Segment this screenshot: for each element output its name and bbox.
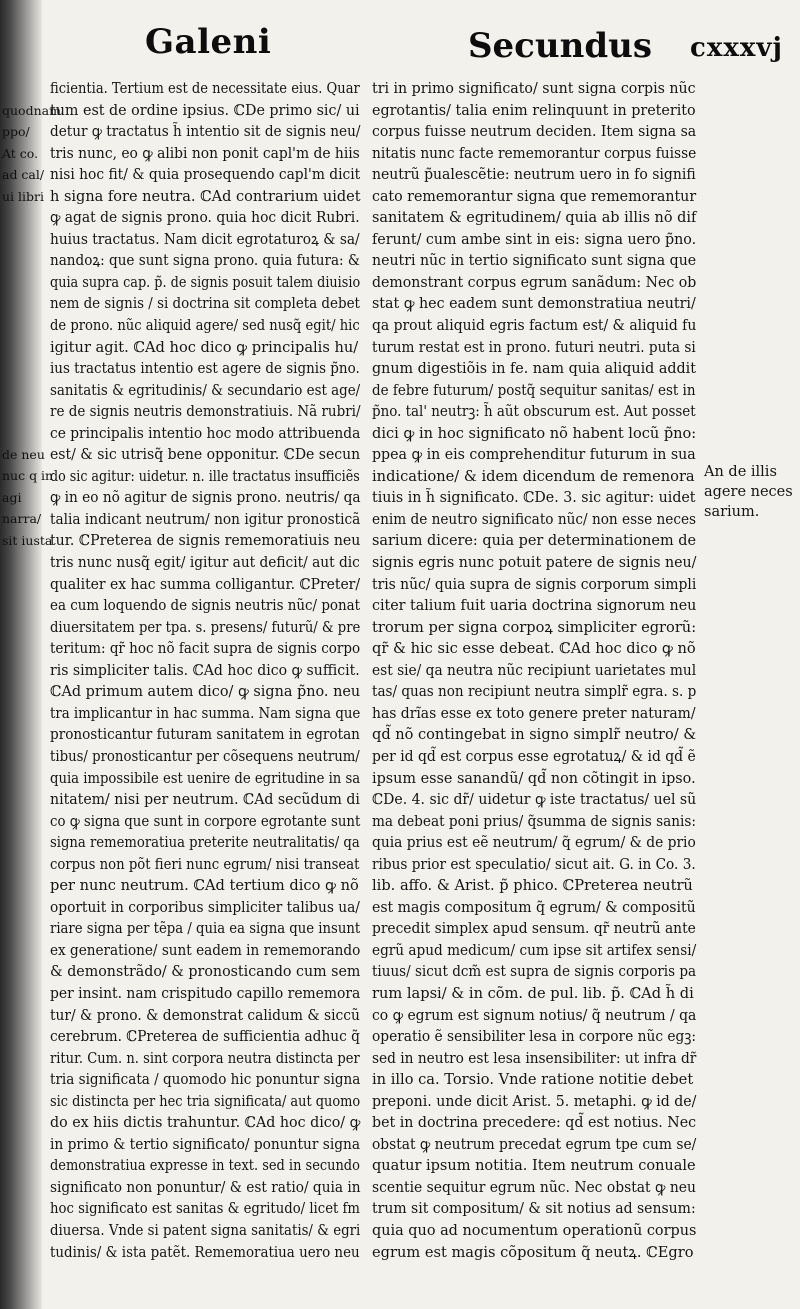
text-line: quatur ipsum notitia. Item neutrum conuale: [372, 1157, 696, 1175]
text-line: quia quo ad nocumentum operationũ corpus: [372, 1221, 697, 1239]
text-line: tibus/ pronosticantur per cõsequens neutrum/: [50, 747, 360, 765]
text-line: co ꝙ signa que sunt in corpore egrotante sunt: [50, 812, 361, 830]
text-line: in primo & tertio significato/ ponuntur signa: [50, 1135, 361, 1153]
gutter-line: [2, 272, 42, 294]
text-line: co ꝙ egrum est signum notius/ q̃ neutrum / qa: [372, 1006, 697, 1024]
text-line: has drĩas esse ex toto genere preter naturam/: [372, 704, 696, 722]
text-line: per nunc neutrum. ℂAd tertium dico ꝙ nõ: [50, 877, 359, 895]
text-line: sed in neutro est lesa insensibiliter: ut infra dr̃: [372, 1049, 697, 1067]
text-line: ritur. Cum. n. sint corpora neutra distincta per: [50, 1049, 360, 1067]
text-line: diuersitatem per tpa. s. presens/ futurũ/ & pre: [50, 618, 361, 636]
gutter-line: quodnam: [2, 102, 61, 118]
text-line: ꝙ in eo nõ agitur de signis prono. neutris/ qa: [50, 489, 361, 507]
text-line: qr̃ & hic sic esse debeat. ℂAd hoc dico ꝙ nõ: [372, 640, 696, 658]
text-line: trorum per signa corpoꝝ simpliciter egrorũ:: [372, 618, 697, 636]
text-line: qa prout aliquid egris factum est/ & aliquid fu: [372, 317, 697, 335]
text-line: tas/ quas non recipiunt neutra simplr̃ egra. s. p: [372, 683, 697, 701]
gutter-line: [2, 379, 42, 401]
gutter-bleed-text: [2, 78, 61, 551]
running-head-left: Galeni: [145, 22, 272, 62]
text-line: ex generatione/ sunt eadem in rememorando: [50, 941, 361, 959]
text-line: p̃no. tal' neutrꝫ: h̃ aũt obscurum est. Aut posset: [372, 403, 696, 421]
marginal-note-line: sarium.: [704, 504, 760, 520]
text-line: ea cum loquendo de signis neutris nũc/ ponat: [50, 597, 361, 615]
gutter-line: At co.: [2, 145, 39, 161]
text-line: ꝙ agat de signis prono. quia hoc dicit Rubri.: [50, 209, 360, 227]
text-line: gnum digestiõis in fe. nam quia aliquid addit: [372, 360, 696, 378]
running-head-center: Secundus: [468, 26, 652, 66]
text-line: dici ꝙ in hoc significato nõ habent locũ p̃no:: [372, 424, 697, 442]
text-line: quia prius est eẽ neutrum/ q̃ egrum/ & de prio: [372, 834, 696, 852]
text-line: ℂAd primum autem dico/ ꝙ signa p̃no. neu: [50, 683, 361, 701]
gutter-line: [2, 315, 42, 337]
text-line: tria significata / quomodo hic ponuntur signa: [50, 1071, 361, 1089]
text-line: scentie sequitur egrum nũc. Nec obstat ꝙ neu: [372, 1178, 696, 1196]
text-line: igitur agit. ℂAd hoc dico ꝙ principalis hu/: [50, 338, 359, 356]
text-line: tiuus/ sicut dcm̃ est supra de signis corporis pa: [372, 963, 697, 981]
text-line: bet in doctrina precedere: qd̃ est notius. Nec: [372, 1114, 697, 1132]
text-line: citer talium fuit uaria doctrina signorum neu: [372, 597, 697, 615]
gutter-line: de neu: [2, 446, 45, 462]
text-line: ficientia. Tertium est de necessitate eius. Quar: [50, 80, 360, 97]
text-line: pronosticantur futuram sanitatem in egrotan: [50, 726, 360, 744]
text-line: sanitatis & egritudinis/ & secundario est age/: [50, 381, 361, 399]
text-line: diuersa. Vnde si patent signa sanitatis/ & egri: [50, 1221, 361, 1239]
text-line: demonstratiua expresse in text. sed in secundo: [50, 1157, 360, 1175]
text-line: talia indicant neutrum/ non igitur pronosticã: [50, 510, 361, 528]
text-line: ppea ꝙ in eis comprehenditur futurum in sua: [372, 446, 696, 464]
text-line: huius tractatus. Nam dicit egrotaturoꝝ & sa/: [50, 230, 360, 248]
text-line: detur ꝙ tractatus h̃ intentio sit de signis neu/: [50, 123, 361, 141]
text-line: re de signis neutris demonstratiuis. Nã rubri/: [50, 403, 361, 421]
text-line: neutrũ p̃ualescẽtie: neutrum uero in fo signifi: [372, 166, 696, 184]
text-line: nitatis nunc facte rememorantur corpus fuisse: [372, 144, 697, 162]
text-line: de prono. nũc aliquid agere/ sed nusq̃ egit/ hic: [50, 317, 360, 335]
text-line: nem de signis / si doctrina sit completa debet: [50, 295, 360, 313]
text-line: est/ & sic utrisq̃ bene opponitur. ℂDe secun: [50, 446, 361, 464]
text-line: do sic agitur: uidetur. n. ille tractatus insufficiẽs: [50, 467, 360, 485]
text-line: quia supra cap. p̃. de signis posuit talem diuisio: [50, 273, 361, 291]
text-line: egrũ apud medicum/ cum ipse sit artifex sensi/: [372, 941, 697, 959]
text-line: sanitatem & egritudinem/ quia ab illis nõ dif: [372, 209, 697, 227]
marginal-note-line: An de illis: [704, 464, 777, 480]
text-line: tris nunc, eo ꝙ alibi non ponit capl'm de hiis: [50, 144, 360, 162]
gutter-line: [2, 207, 42, 229]
text-line: ris simpliciter talis. ℂAd hoc dico ꝙ sufficit.: [50, 661, 360, 679]
text-line: teritum: qr̃ hoc nõ facit supra de signis corpo: [50, 640, 361, 658]
marginal-note-line: agere neces: [704, 484, 793, 500]
text-line: egrotantis/ talia enim relinquunt in preterito: [372, 101, 696, 119]
text-line: tris nũc/ quia supra de signis corporum simpli: [372, 575, 697, 593]
text-line: cato rememorantur signa que rememorantur: [372, 187, 697, 205]
marginal-note: [704, 462, 796, 522]
text-line: & demonstrãdo/ & pronosticando cum sem: [50, 963, 361, 981]
text-line: obstat ꝙ neutrum precedat egrum tpe cum se/: [372, 1135, 697, 1153]
text-line: do ex hiis dictis trahuntur. ℂAd hoc dico/ ꝙ: [50, 1114, 361, 1132]
text-line: operatio ẽ sensibiliter lesa in corpore nũc egꝫ:: [372, 1028, 696, 1046]
text-line: signis egris nunc potuit patere de signis neu/: [372, 554, 697, 572]
text-line: hoc significato est sanitas & egritudo/ licet fm: [50, 1200, 360, 1218]
text-line: tris nunc nusq̃ egit/ igitur aut deficit/ aut dic: [50, 554, 360, 572]
text-line: significato non ponuntur/ & est ratio/ quia in: [50, 1178, 361, 1196]
text-line: ribus prior est speculatio/ sicut ait. G. in Co. 3.: [372, 855, 696, 873]
text-line: corpus fuisse neutrum deciden. Item signa sa: [372, 123, 697, 141]
text-line: de febre futurum/ postq̃ sequitur sanitas/ est in: [372, 381, 696, 399]
gutter-line: narra/: [2, 511, 42, 526]
text-line: ma debeat poni prius/ q̃summa de signis sanis:: [372, 812, 696, 830]
text-line: per insint. nam crispitudo capillo rememora: [50, 984, 361, 1002]
text-line: enim de neutro significato nũc/ non esse neces: [372, 510, 697, 528]
text-line: egrum est magis cõpositum q̃ neutꝝ. ℂEgro: [372, 1243, 694, 1261]
gutter-line: [2, 336, 42, 358]
text-line: est sie/ qa neutra nũc recipiunt uarietates mul: [372, 661, 697, 679]
gutter-line: [2, 293, 42, 315]
text-line: ℂDe. 4. sic dr̃/ uidetur ꝙ iste tractatus/ uel sũ: [372, 791, 697, 809]
text-line: ce principalis intentio hoc modo attribuenda: [50, 424, 361, 442]
text-line: turum restat est in prono. futuri neutri. puta si: [372, 338, 696, 356]
gutter-line: ad cal/: [2, 167, 45, 182]
text-line: est magis compositum q̃ egrum/ & compositũ: [372, 898, 696, 916]
text-line: cerebrum. ℂPreterea de sufficientia adhuc q̃: [50, 1028, 360, 1046]
text-line: h signa fore neutra. ℂAd contrarium uidet: [50, 187, 361, 205]
text-line: demonstrant corpus egrum sanãdum: Nec ob: [372, 273, 697, 291]
gutter-line: [2, 422, 42, 444]
text-line: tri in primo significato/ sunt signa corpis nũc: [372, 80, 696, 97]
text-line: nitatem/ nisi per neutrum. ℂAd secũdum di: [50, 791, 360, 809]
gutter-line: [2, 78, 42, 100]
text-line: tur/ & prono. & demonstrat calidum & siccũ: [50, 1006, 360, 1024]
text-column-right: [372, 78, 696, 1263]
text-line: signa rememoratiua preterite neutralitatis/ qa: [50, 834, 360, 852]
text-line: qd̃ nõ contingebat in signo simplr̃ neutro/ &: [372, 726, 697, 744]
text-line: sic distincta per hec tria significata/ aut quomo: [50, 1092, 361, 1110]
text-line: nandoꝝ: que sunt signa prono. quia futura: &: [50, 252, 360, 270]
text-line: riare signa per tẽpa / quia ea signa que insunt: [50, 920, 361, 938]
text-line: preponi. unde dicit Arist. 5. metaphi. ꝙ id de/: [372, 1092, 697, 1110]
gutter-line: [2, 358, 42, 380]
text-column-left: [50, 78, 360, 1263]
text-line: per id qd̃ est corpus esse egrotatuꝝ/ & id qd̃ ẽ: [372, 747, 696, 765]
text-line: qualiter ex hac summa colligantur. ℂPreter/: [50, 575, 361, 593]
gutter-line: [2, 229, 42, 251]
text-line: lib. affo. & Arist. p̃ phico. ℂPreterea neutrũ: [372, 877, 693, 895]
text-line: tur. ℂPreterea de signis rememoratiuis neu: [50, 532, 361, 550]
text-line: oportuit in corporibus simpliciter talibus ua/: [50, 898, 360, 916]
gutter-line: sit iusta: [2, 532, 53, 548]
gutter-line: nuc q in: [2, 468, 54, 483]
text-line: ipsum esse sanandũ/ qd̃ non cõtingit in ipso.: [372, 769, 696, 787]
gutter-line: agi: [2, 489, 22, 505]
page-gutter: [0, 0, 61, 1309]
text-line: rum lapsi/ & in cõm. de pul. lib. p̃. ℂAd h̃ di: [372, 984, 694, 1002]
text-line: precedit simplex apud sensum. qr̃ neutrũ ante: [372, 920, 696, 938]
gutter-line: ui libri: [2, 188, 44, 204]
text-line: neutri nũc in tertio significato sunt signa que: [372, 252, 697, 270]
text-line: in illo ca. Torsio. Vnde ratione notitie debet: [372, 1071, 694, 1089]
text-line: tum est de ordine ipsius. ℂDe primo sic/ ui: [50, 101, 360, 119]
text-line: corpus non põt fieri nunc egrum/ nisi transeat: [50, 855, 360, 873]
text-line: tiuis in h̃ significato. ℂDe. 3. sic agitur: uidet: [372, 489, 696, 507]
gutter-line: [2, 250, 42, 272]
text-line: trum sit compositum/ & sit notius ad sensum:: [372, 1200, 696, 1218]
text-line: quia impossibile est uenire de egritudine in sa: [50, 769, 361, 787]
text-line: ius tractatus intentio est agere de signis p̃no.: [50, 360, 360, 378]
folio-number: cxxxvj: [690, 33, 783, 63]
text-line: stat ꝙ hec eadem sunt demonstratiua neutri/: [372, 295, 696, 313]
gutter-line: [2, 401, 42, 423]
text-line: sarium dicere: quia per determinationem de: [372, 532, 696, 550]
text-line: tudinis/ & ista patẽt. Rememoratiua uero neu: [50, 1243, 360, 1261]
text-line: indicatione/ & idem dicendum de remenora: [372, 467, 695, 485]
gutter-line: ppo/: [2, 124, 30, 139]
text-line: tra implicantur in hac summa. Nam signa que: [50, 704, 361, 722]
text-line: nisi hoc fit/ & quia prosequendo capl'm dicit: [50, 166, 361, 184]
text-line: ferunt/ cum ambe sint in eis: signa uero p̃no.: [372, 230, 697, 248]
